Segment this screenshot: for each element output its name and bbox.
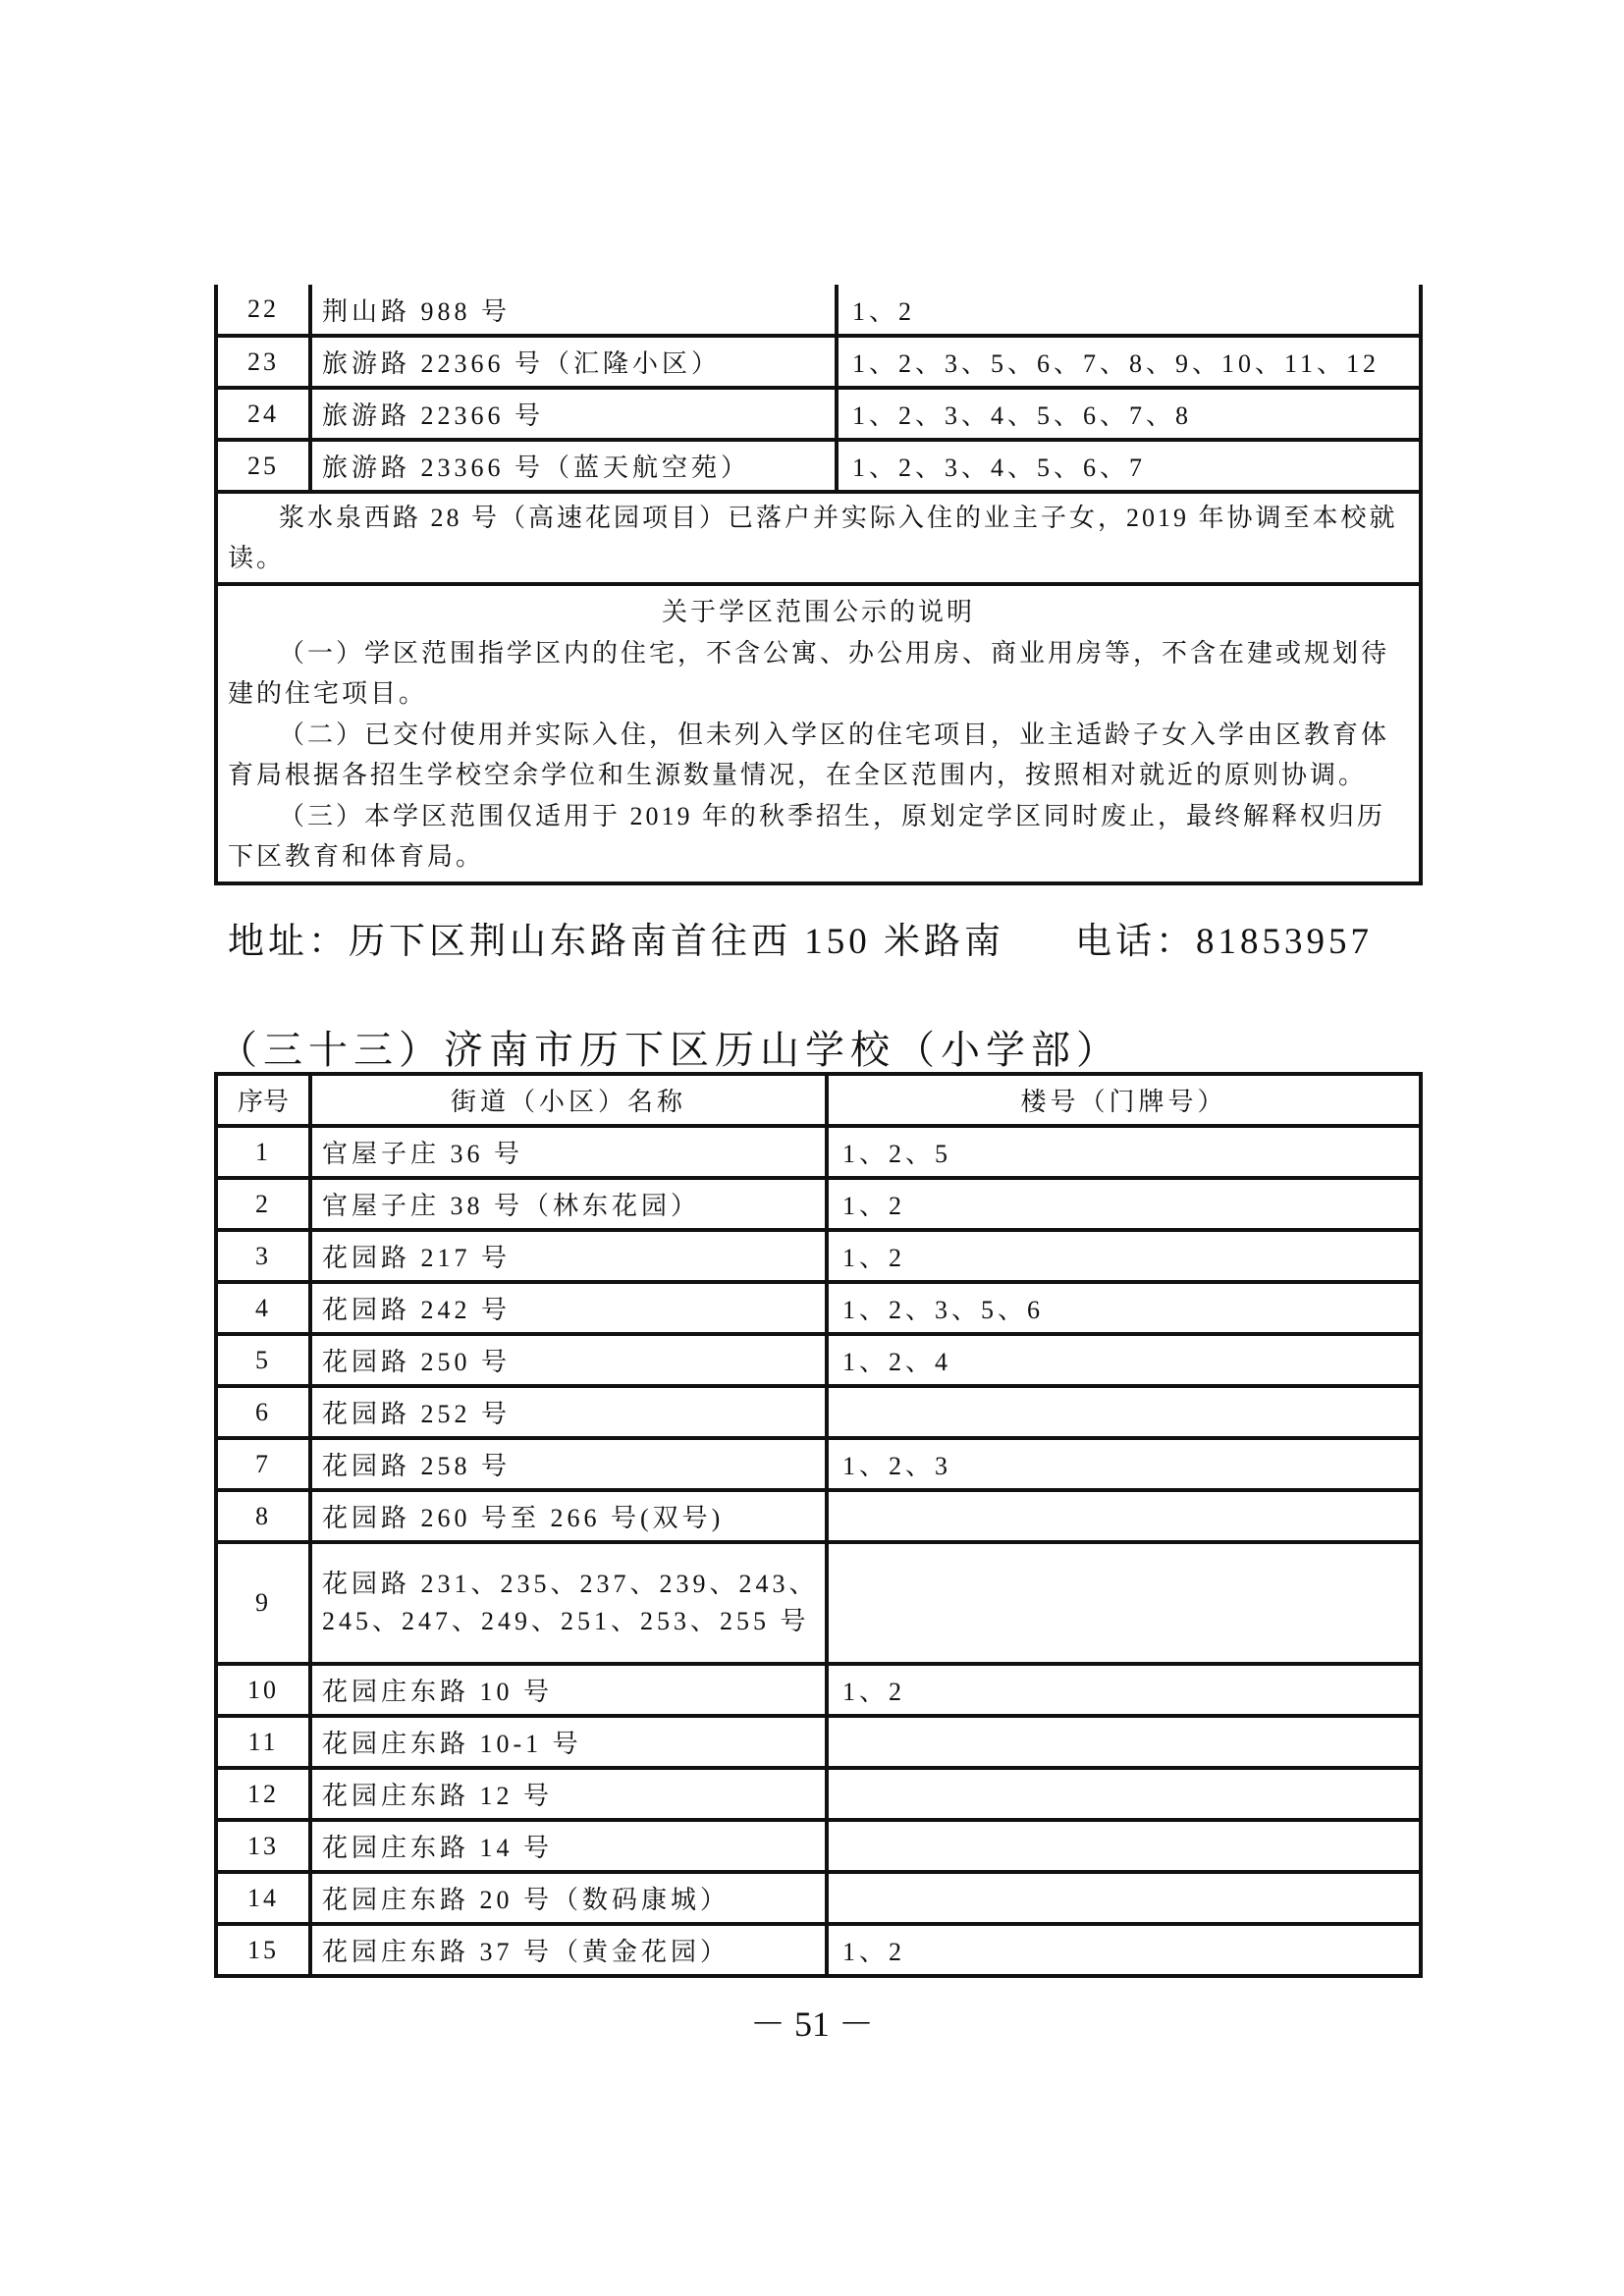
explanation-row <box>216 584 1421 883</box>
building-numbers: 1、2、3、4、5、6、7 <box>837 440 1421 492</box>
street-name: 旅游路 22366 号（汇隆小区） <box>310 336 837 388</box>
row-number: 23 <box>216 336 310 388</box>
building-numbers: 1、2、3、5、6、7、8、9、10、11、12 <box>837 336 1421 388</box>
header-no: 序号 <box>216 1074 310 1126</box>
street-name: 荆山路 988 号 <box>310 285 837 336</box>
row-number: 8 <box>216 1490 310 1542</box>
row-number: 5 <box>216 1334 310 1386</box>
street-name: 旅游路 22366 号 <box>310 388 837 440</box>
explanation-paragraph-1: （一）学区范围指学区内的住宅，不含公寓、办公用房、商业用房等，不含在建或规划待建的住宅项目。 <box>228 638 1390 708</box>
row-number: 9 <box>216 1542 310 1664</box>
table-row <box>216 1490 1421 1542</box>
street-name: 花园庄东路 10 号 <box>310 1664 827 1716</box>
street-name: 花园路 250 号 <box>310 1334 827 1386</box>
row-number: 24 <box>216 388 310 440</box>
table-row <box>216 1872 1421 1924</box>
street-name: 旅游路 23366 号（蓝天航空苑） <box>310 440 837 492</box>
building-numbers: 1、2、5 <box>827 1126 1421 1178</box>
table-row <box>216 1178 1421 1230</box>
table-header-row <box>216 1074 1421 1126</box>
building-numbers: 1、2 <box>827 1230 1421 1282</box>
page-number: － 51 － <box>749 2004 874 2044</box>
table-row <box>216 1438 1421 1490</box>
school-address: 地址：历下区荆山东路南首往西 150 米路南 <box>228 922 1004 962</box>
table-row <box>216 1334 1421 1386</box>
table-row <box>216 1126 1421 1178</box>
explanation-paragraph-3: （三）本学区范围仅适用于 2019 年的秋季招生，原划定学区同时废止，最终解释权归历下区教育和体育局。 <box>228 801 1386 871</box>
building-numbers <box>827 1820 1421 1872</box>
table-row <box>216 1230 1421 1282</box>
row-number: 4 <box>216 1282 310 1334</box>
building-numbers <box>827 1768 1421 1820</box>
building-numbers: 1、2 <box>827 1178 1421 1230</box>
school-district-table <box>214 1072 1423 1978</box>
street-name: 花园庄东路 20 号（数码康城） <box>310 1872 827 1924</box>
street-name: 花园路 231、235、237、239、243、245、247、249、251、253、255 号 <box>310 1542 827 1664</box>
school-phone: 电话：81853957 <box>1075 922 1373 962</box>
table-row <box>216 1664 1421 1716</box>
street-name: 花园路 252 号 <box>310 1386 827 1438</box>
row-number: 3 <box>216 1230 310 1282</box>
street-name: 花园路 258 号 <box>310 1438 827 1490</box>
street-name: 花园路 260 号至 266 号(双号) <box>310 1490 827 1542</box>
table-row <box>216 1386 1421 1438</box>
row-number: 12 <box>216 1768 310 1820</box>
table-row <box>216 1542 1421 1664</box>
row-number: 2 <box>216 1178 310 1230</box>
header-buildings: 楼号（门牌号） <box>827 1074 1421 1126</box>
table-row <box>216 388 1421 440</box>
row-number: 1 <box>216 1126 310 1178</box>
table-row <box>216 1768 1421 1820</box>
row-number: 10 <box>216 1664 310 1716</box>
street-name: 花园庄东路 37 号（黄金花园） <box>310 1924 827 1976</box>
building-numbers: 1、2 <box>837 285 1421 336</box>
building-numbers: 1、2、4 <box>827 1334 1421 1386</box>
table-row <box>216 1820 1421 1872</box>
building-numbers <box>827 1490 1421 1542</box>
row-number: 13 <box>216 1820 310 1872</box>
contact-line <box>228 911 1373 964</box>
street-name: 花园庄东路 10-1 号 <box>310 1716 827 1768</box>
row-number: 14 <box>216 1872 310 1924</box>
street-name: 花园庄东路 12 号 <box>310 1768 827 1820</box>
school-district-table-continued <box>214 285 1423 885</box>
row-number: 25 <box>216 440 310 492</box>
street-name: 官屋子庄 38 号（林东花园） <box>310 1178 827 1230</box>
table-row <box>216 1282 1421 1334</box>
building-numbers <box>827 1542 1421 1664</box>
table-row <box>216 336 1421 388</box>
building-numbers: 1、2 <box>827 1924 1421 1976</box>
section-title: （三十三）济南市历下区历山学校（小学部） <box>218 1028 1121 1072</box>
row-number: 11 <box>216 1716 310 1768</box>
explanation-box <box>216 584 1421 883</box>
row-number: 7 <box>216 1438 310 1490</box>
building-numbers <box>827 1872 1421 1924</box>
row-number: 15 <box>216 1924 310 1976</box>
street-name: 花园庄东路 14 号 <box>310 1820 827 1872</box>
building-numbers: 1、2 <box>827 1664 1421 1716</box>
explanation-title: 关于学区范围公示的说明 <box>661 598 975 626</box>
table-row <box>216 1716 1421 1768</box>
explanation-paragraph-2: （二）已交付使用并实际入住，但未列入学区的住宅项目，业主适龄子女入学由区教育体育局根据各招生学校空余学位和生源数量情况，在全区范围内，按照相对就近的原则协调。 <box>228 720 1390 789</box>
table-row <box>216 285 1421 336</box>
row-number: 6 <box>216 1386 310 1438</box>
building-numbers <box>827 1386 1421 1438</box>
note-row <box>216 492 1421 584</box>
enrollment-note: 浆水泉西路 28 号（高速花园项目）已落户并实际入住的业主子女，2019 年协调至本校就读。 <box>216 492 1421 584</box>
street-name: 花园路 217 号 <box>310 1230 827 1282</box>
row-number: 22 <box>216 285 310 336</box>
building-numbers: 1、2、3 <box>827 1438 1421 1490</box>
table-row <box>216 1924 1421 1976</box>
street-name: 官屋子庄 36 号 <box>310 1126 827 1178</box>
table-row <box>216 440 1421 492</box>
building-numbers: 1、2、3、4、5、6、7、8 <box>837 388 1421 440</box>
header-street: 街道（小区）名称 <box>310 1074 827 1126</box>
street-name: 花园路 242 号 <box>310 1282 827 1334</box>
building-numbers: 1、2、3、5、6 <box>827 1282 1421 1334</box>
building-numbers <box>827 1716 1421 1768</box>
